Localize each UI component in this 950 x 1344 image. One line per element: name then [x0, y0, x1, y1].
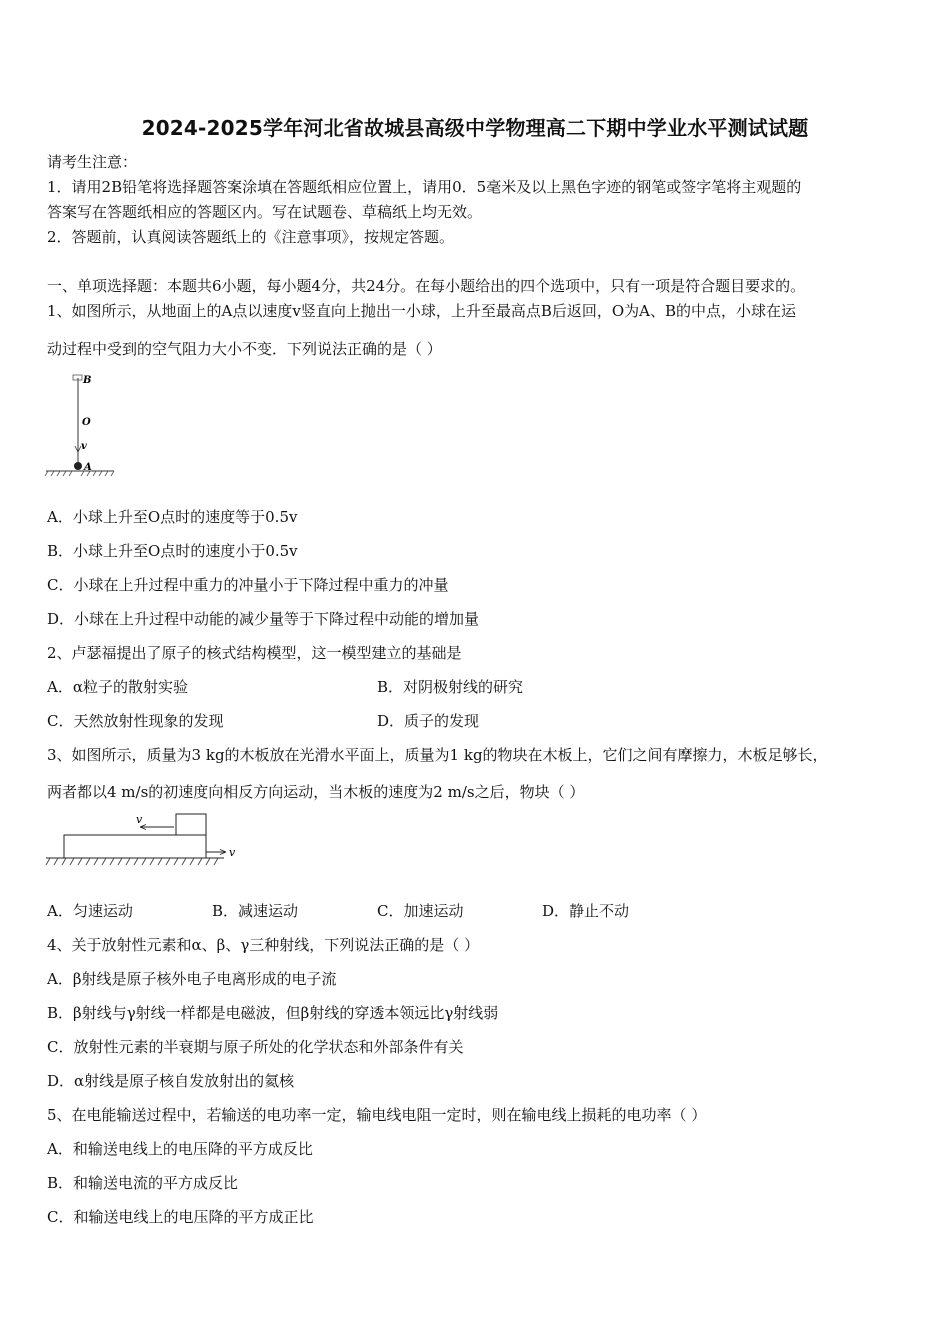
notice-item-1a: 1．请用2B铅笔将选择题答案涂填在答题纸相应位置上，请用0．5毫米及以上黑色字迹的钢笔或签字笔将主观题的 [47, 178, 802, 196]
q2-option-c: C．天然放射性现象的发现 [47, 712, 224, 730]
notice-heading: 请考生注意： [47, 153, 138, 171]
q1-option-a: A．小球上升至O点时的速度等于0.5v [47, 508, 298, 526]
q1-ball [74, 462, 82, 470]
q1-stem-line-2: 动过程中受到的空气阻力大小不变．下列说法正确的是（ ） [47, 340, 442, 358]
q3-ground-hatch [46, 858, 218, 865]
q2-option-d: D．质子的发现 [377, 712, 480, 730]
q5-option-b: B．和输送电流的平方成反比 [47, 1174, 239, 1192]
q3-option-a: A．匀速运动 [47, 902, 133, 920]
q1-label-v: v [81, 441, 87, 452]
q1-label-a: A [84, 462, 92, 473]
q3-block [176, 814, 206, 835]
q5-stem: 5、在电能输送过程中，若输送的电功率一定，输电线电阻一定时，则在输电线上损耗的电功率（ ） [47, 1106, 707, 1124]
q4-option-c: C．放射性元素的半衰期与原子所处的化学状态和外部条件有关 [47, 1038, 464, 1056]
q4-stem: 4、关于放射性元素和α、β、γ三种射线，下列说法正确的是（ ） [47, 936, 480, 954]
q1-label-o: O [82, 417, 91, 428]
notice-item-1b: 答案写在答题纸相应的答题区内。写在试题卷、草稿纸上均无效。 [47, 203, 483, 221]
q5-option-c: C．和输送电线上的电压降的平方成正比 [47, 1208, 314, 1226]
q4-option-b: B．β射线与γ射线一样都是电磁波，但β射线的穿透本领远比γ射线弱 [47, 1004, 499, 1022]
q4-option-d: D．α射线是原子核自发放射出的氦核 [47, 1072, 295, 1090]
q3-option-b: B．减速运动 [212, 902, 299, 920]
q1-option-d: D．小球在上升过程中动能的减少量等于下降过程中动能的增加量 [47, 610, 480, 628]
q2-option-b: B．对阴极射线的研究 [377, 678, 524, 696]
q3-option-c: C．加速运动 [377, 902, 464, 920]
q3-stem-line-1: 3、如图所示，质量为3 kg的木板放在光滑水平面上，质量为1 kg的物块在木板上，它们之间有摩擦力，木板足够长， [47, 746, 828, 764]
notice-item-2: 2．答题前，认真阅读答题纸上的《注意事项》，按规定答题。 [47, 228, 455, 246]
q3-stem-line-2: 两者都以4 m/s的初速度向相反方向运动，当木板的速度为2 m/s之后，物块（ ） [47, 783, 585, 801]
q3-label-v-right: v [229, 846, 236, 859]
q3-label-v-top: v [136, 813, 143, 826]
section-1-heading: 一、单项选择题：本题共6小题，每小题4分，共24分。在每小题给出的四个选项中，只有一项是符合题目要求的。 [47, 277, 806, 295]
q1-figure [44, 370, 124, 480]
q4-option-a: A．β射线是原子核外电子电离形成的电子流 [47, 970, 337, 988]
q5-option-a: A．和输送电线上的电压降的平方成反比 [47, 1140, 313, 1158]
q3-option-d: D．静止不动 [542, 902, 630, 920]
q1-stem-line-1: 1、如图所示，从地面上的A点以速度v竖直向上抛出一小球，上升至最高点B后返回，O为A、B的中点，小球在运 [47, 302, 797, 320]
q1-label-b: B [83, 375, 92, 386]
q1-option-c: C．小球在上升过程中重力的冲量小于下降过程中重力的冲量 [47, 576, 449, 594]
exam-title: 2024-2025学年河北省故城县高级中学物理高二下期中学业水平测试试题 [141, 116, 809, 140]
q1-option-b: B．小球上升至O点时的速度小于0.5v [47, 542, 298, 560]
q3-figure [44, 810, 244, 872]
q2-option-a: A．α粒子的散射实验 [47, 678, 188, 696]
q3-board [64, 835, 206, 858]
q1-ground-hatch [45, 471, 114, 476]
q2-stem: 2、卢瑟福提出了原子的核式结构模型，这一模型建立的基础是 [47, 644, 462, 662]
